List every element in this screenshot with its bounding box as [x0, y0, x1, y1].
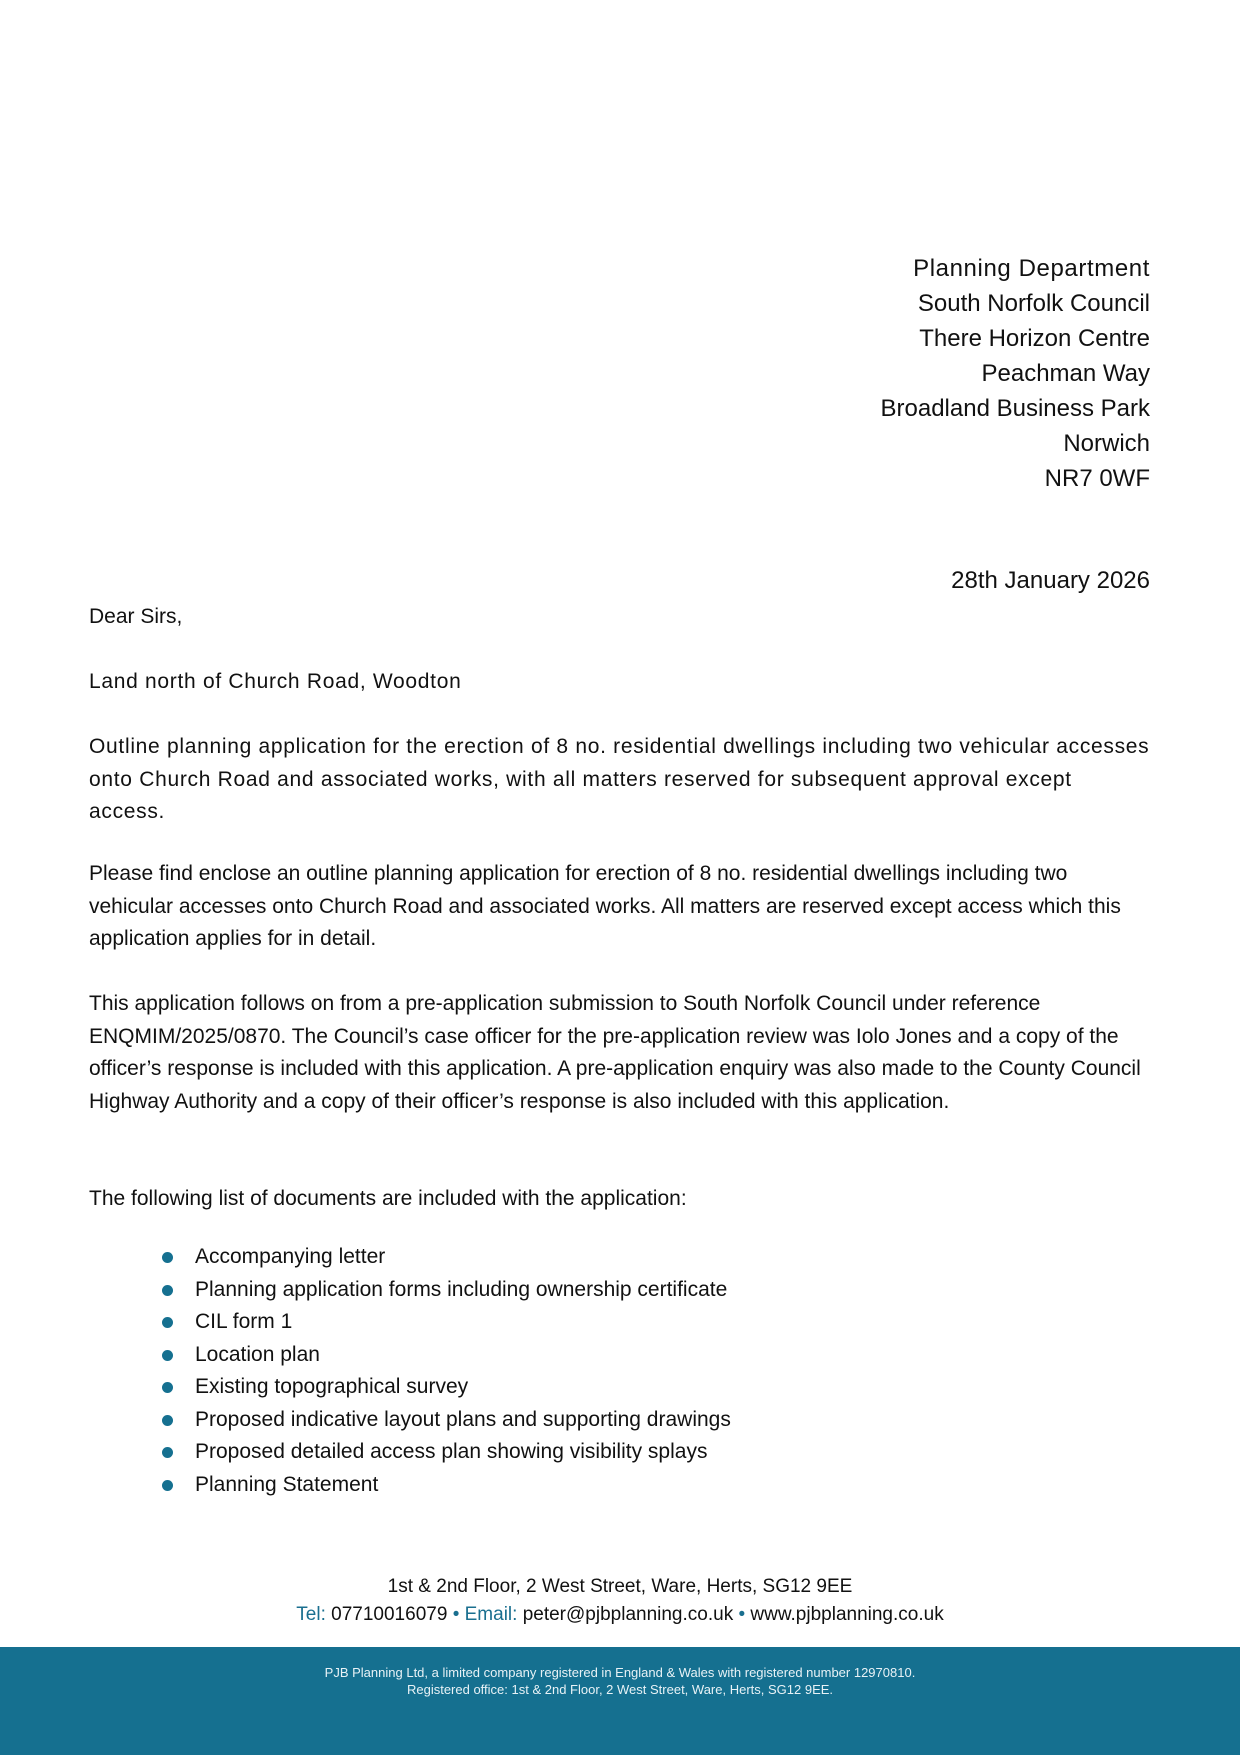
recipient-line: Peachman Way	[981, 360, 1150, 387]
footer-contact-line	[0, 1601, 1240, 1629]
bullet-icon	[162, 1317, 173, 1328]
company-registration: PJB Planning Ltd, a limited company registered in England & Wales with registered number 12970810.	[324, 1665, 916, 1680]
tel-number[interactable]: 07710016079	[331, 1604, 448, 1625]
separator-dot: •	[738, 1604, 746, 1625]
footer-address: 1st & 2nd Floor, 2 West Street, Ware, Herts, SG12 9EE	[387, 1576, 853, 1597]
recipient-address	[881, 251, 1150, 496]
documents-list	[160, 1241, 731, 1501]
bullet-icon	[162, 1382, 173, 1393]
list-item	[160, 1306, 731, 1339]
list-item-label: CIL form 1	[195, 1310, 293, 1333]
list-item-label: Proposed detailed access plan showing visibility splays	[195, 1440, 708, 1463]
list-item	[160, 1436, 731, 1469]
bullet-icon	[162, 1252, 173, 1263]
list-item	[160, 1339, 731, 1372]
bullet-icon	[162, 1480, 173, 1491]
list-item-label: Location plan	[195, 1342, 320, 1366]
proposal-description: Outline planning application for the erection of 8 no. residential dwellings including two vehicular accesses onto Church Road and associated works, with all matters reserved for subsequent approval except access.	[89, 735, 1150, 823]
list-item	[160, 1469, 731, 1502]
email-label: Email:	[464, 1604, 518, 1625]
recipient-line: Norwich	[1063, 430, 1150, 457]
list-item	[160, 1274, 731, 1307]
salutation: Dear Sirs,	[89, 605, 183, 628]
tel-label: Tel:	[296, 1604, 326, 1625]
registered-office: Registered office: 1st & 2nd Floor, 2 West Street, Ware, Herts, SG12 9EE.	[406, 1682, 834, 1697]
body-paragraph: Please find enclose an outline planning application for erection of 8 no. residential dwellings including two vehicular accesses onto Church Road and associated works. All matters are reserved except access which this application applies for in detail.	[89, 862, 1121, 950]
list-item	[160, 1371, 731, 1404]
bullet-icon	[162, 1447, 173, 1458]
list-item-label: Planning Statement	[195, 1472, 379, 1496]
bullet-icon	[162, 1415, 173, 1426]
footer-contact	[0, 1573, 1240, 1629]
body-paragraph: This application follows on from a pre-application submission to South Norfolk Council under reference ENQMIM/2025/0870. The Council’s case officer for the pre-application review was Iolo Jones and a copy of the officer’s response is included with this application. A pre-application enquiry was also made to the County Council Highway Authority and a copy of their officer’s response is also included with this application.	[89, 992, 1141, 1113]
list-item	[160, 1241, 731, 1274]
list-intro: The following list of documents are included with the application:	[89, 1187, 687, 1210]
footer-band	[0, 1647, 1240, 1755]
list-item	[160, 1404, 731, 1437]
letter-date: 28th January 2026	[951, 567, 1150, 594]
recipient-line: There Horizon Centre	[919, 325, 1150, 352]
list-item-label: Proposed indicative layout plans and supporting drawings	[195, 1407, 731, 1431]
recipient-line: Broadland Business Park	[880, 395, 1150, 422]
recipient-line: NR7 0WF	[1044, 465, 1150, 492]
website-link[interactable]: www.pjbplanning.co.uk	[750, 1604, 944, 1625]
list-item-label: Planning application forms including ownership certificate	[195, 1277, 728, 1301]
email-link[interactable]: peter@pjbplanning.co.uk	[522, 1604, 734, 1625]
separator-dot: •	[452, 1604, 460, 1625]
list-item-label: Existing topographical survey	[195, 1375, 469, 1398]
recipient-line: Planning Department	[913, 255, 1150, 282]
recipient-line: South Norfolk Council	[917, 290, 1150, 317]
subject-line: Land north of Church Road, Woodton	[89, 670, 462, 693]
bullet-icon	[162, 1285, 173, 1296]
bullet-icon	[162, 1350, 173, 1361]
list-item-label: Accompanying letter	[195, 1245, 386, 1268]
